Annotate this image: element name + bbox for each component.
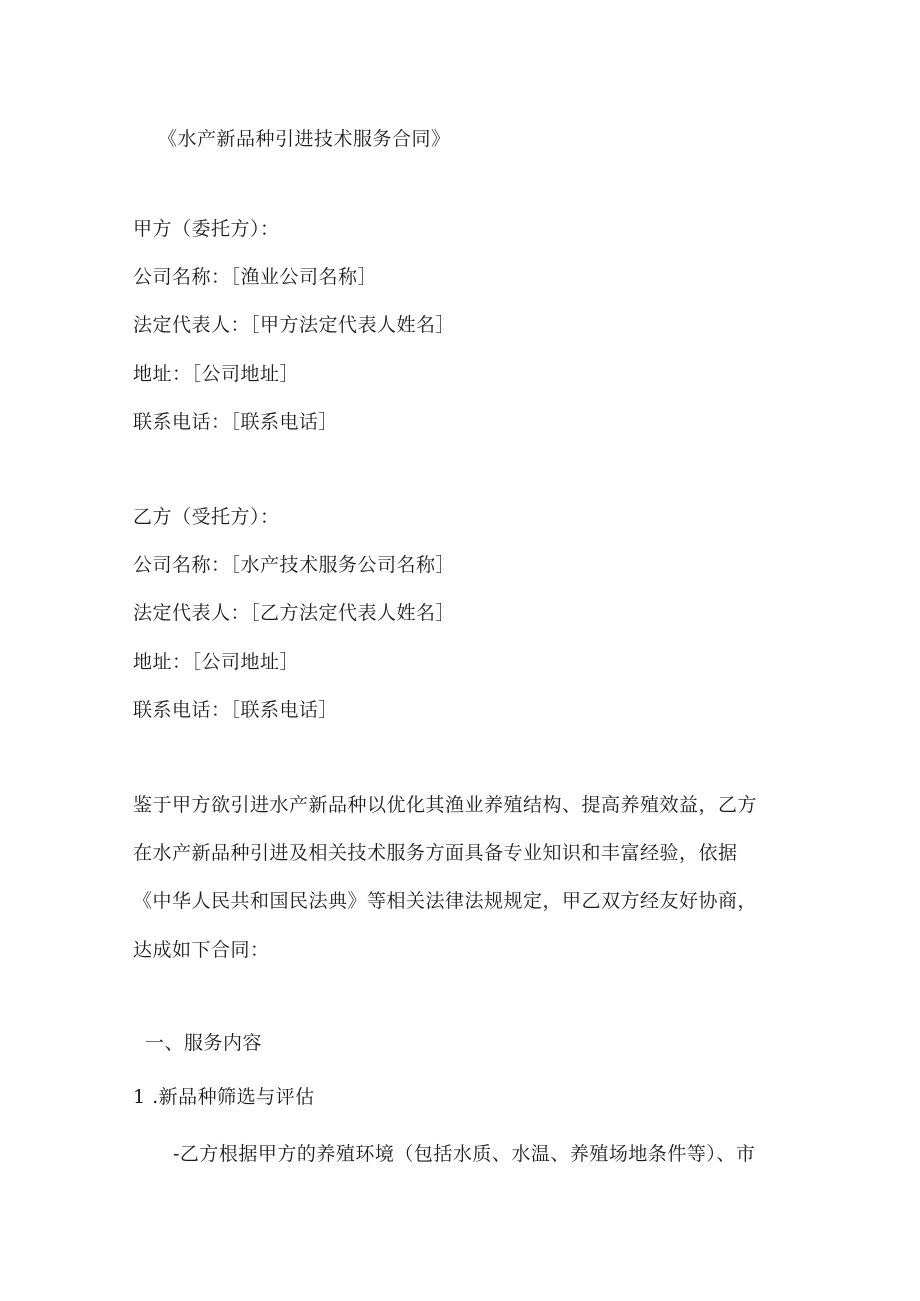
party-a-phone: 联系电话：［联系电话］ bbox=[133, 411, 339, 433]
party-b-company: 公司名称：［水产技术服务公司名称］ bbox=[133, 554, 456, 576]
contract-title: 《水产新品种引进技术服务合同》 bbox=[158, 128, 451, 150]
party-a-company: 公司名称：［渔业公司名称］ bbox=[133, 266, 378, 288]
party-a-representative: 法定代表人：［甲方法定代表人姓名］ bbox=[133, 314, 456, 336]
party-b-address: 地址：［公司地址］ bbox=[133, 651, 300, 673]
party-b-heading: 乙方（受托方）： bbox=[133, 506, 280, 528]
party-a-address: 地址：［公司地址］ bbox=[133, 363, 300, 385]
party-b-phone: 联系电话：［联系电话］ bbox=[133, 699, 339, 721]
preamble-line-1: 鉴于甲方欲引进水产新品种以优化其渔业养殖结构、提高养殖效益，乙方 bbox=[133, 794, 758, 816]
preamble-line-2: 在水产新品种引进及相关技术服务方面具备专业知识和丰富经验，依据 bbox=[133, 842, 738, 864]
section-1-item-1-text: -乙方根据甲方的养殖环境（包括水质、水温、养殖场地条件等）、市 bbox=[173, 1143, 756, 1165]
party-b-representative: 法定代表人：［乙方法定代表人姓名］ bbox=[133, 602, 456, 624]
preamble-line-4: 达成如下合同： bbox=[133, 939, 270, 961]
party-a-heading: 甲方（委托方）： bbox=[133, 218, 280, 240]
section-1-heading: 一、服务内容 bbox=[145, 1032, 263, 1054]
preamble-line-3: 《中华人民共和国民法典》等相关法律法规规定，甲乙双方经友好协商， bbox=[133, 890, 758, 912]
section-1-item-1-heading: 1 .新品种筛选与评估 bbox=[133, 1086, 315, 1108]
